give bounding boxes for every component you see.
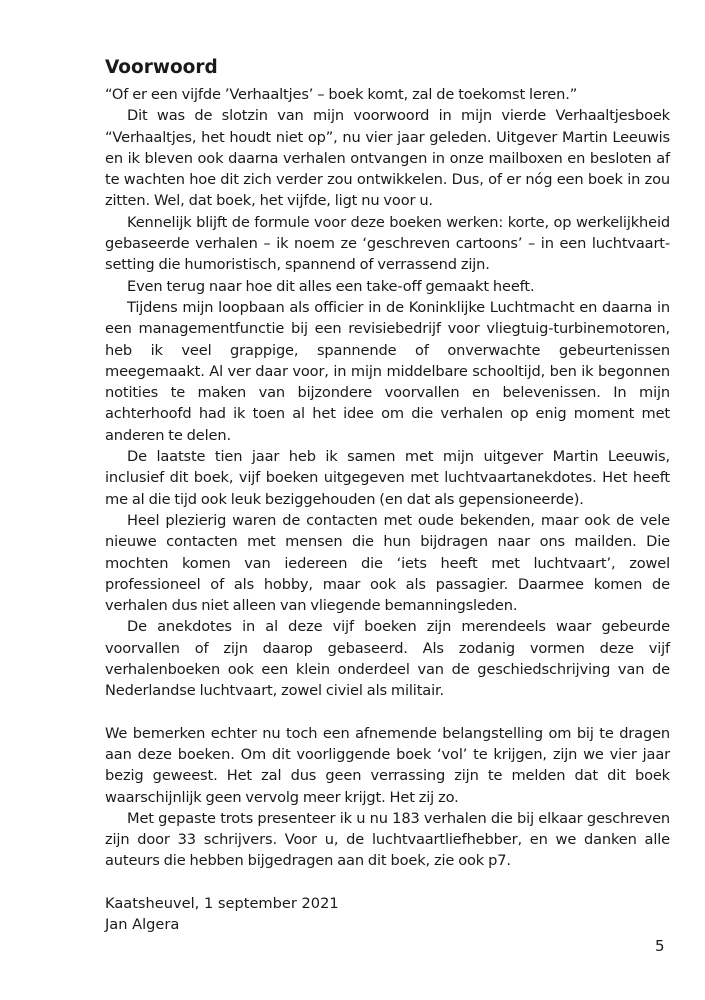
paragraph: Heel plezierig waren de contacten met oude bekenden, maar ook de vele nieuwe contacten met mensen die hun bijdragen naar ons mailden. Die mochten komen van iedereen die ‘iets heeft met luchtvaart’, zowel professioneel of als hobby, maar ook als passagier. Daarmee komen de verhalen dus niet alleen van vliegende bemanningsleden. [105,511,670,615]
paragraph: We bemerken echter nu toch een afnemende belangstelling om bij te dragen aan deze boeken. Om dit voorliggende boek ‘vol’ te krijgen, zijn we vier jaar bezig geweest. Het zal dus geen verrassing zijn te melden dat dit boek waarschijnlijk geen vervolg meer krijgt. Het zij zo. [105,724,670,806]
paragraph: De anekdotes in al deze vijf boeken zijn merendeels waar gebeurde voorvallen of zijn daarop gebaseerd. Als zodanig vormen deze vijf verhalenboeken ook een klein onderdeel van de geschiedschrijving van de Nederlandse luchtvaart, zowel civiel als militair. [105,618,670,700]
page-number: 5 [655,937,665,955]
paragraph: Kennelijk blijft de formule voor deze boeken werken: korte, op werkelijkheid gebaseerde verhalen – ik noem ze ‘geschreven cartoons’ – in een luchtvaart-setting die humoristisch, spannend of verrassend zijn. [105,213,670,274]
page-title: Voorwoord [105,57,218,78]
section-spacer [105,702,670,723]
paragraph: Dit was de slotzin van mijn voorwoord in mijn vierde Verhaaltjesboek “Verhaaltjes, het houdt niet op”, nu vier jaar geleden. Uitgever Martin Leeuwis en ik bleven ook daarna verhalen ontvangen in onze mailboxen en besloten af te wachten hoe dit zich verder zou ontwikkelen. Dus, of er nóg een boek in zou zitten. Wel, dat boek, het vijfde, ligt nu voor u. [105,107,670,210]
paragraph: Even terug naar hoe dit alles een take-off gemaakt heeft. [127,277,535,295]
paragraph: De laatste tien jaar heb ik samen met mijn uitgever Martin Leeuwis, inclusief dit boek, vijf boeken uitgegeven met luchtvaartanekdotes. Het heeft me al die tijd ook leuk beziggehouden (en dat als gepensioneerde). [105,448,670,508]
signature-author: Jan Algera [105,915,180,933]
paragraph: Met gepaste trots presenteer ik u nu 183 verhalen die bij elkaar geschreven zijn door 33 schrijvers. Voor u, de luchtvaartliefhebber, en we danken alle auteurs die hebben bijgedragen aan dit boek, zie ook p7. [105,809,670,870]
document-page [105,56,670,935]
section-spacer [105,872,670,893]
paragraph: Tijdens mijn loopbaan als officier in de Koninklijke Luchtmacht en daarna in een managementfunctie bij een revisiebedrijf voor vliegtuig-turbinemotoren, heb ik veel grappige, spannende of onverwachte gebeurtenissen meegemaakt. Al ver daar voor, in mijn middelbare schooltijd, ben ik begonnen notities te maken van bijzondere voorvallen en belevenissen. In mijn achterhoofd had ik toen al het idee om die verhalen op enig moment met anderen te delen. [105,298,670,444]
paragraph-quote: “Of er een vijfde ’Verhaaltjes’ – boek komt, zal de toekomst leren.” [105,86,578,103]
signature-place-date: Kaatsheuvel, 1 september 2021 [105,894,339,912]
